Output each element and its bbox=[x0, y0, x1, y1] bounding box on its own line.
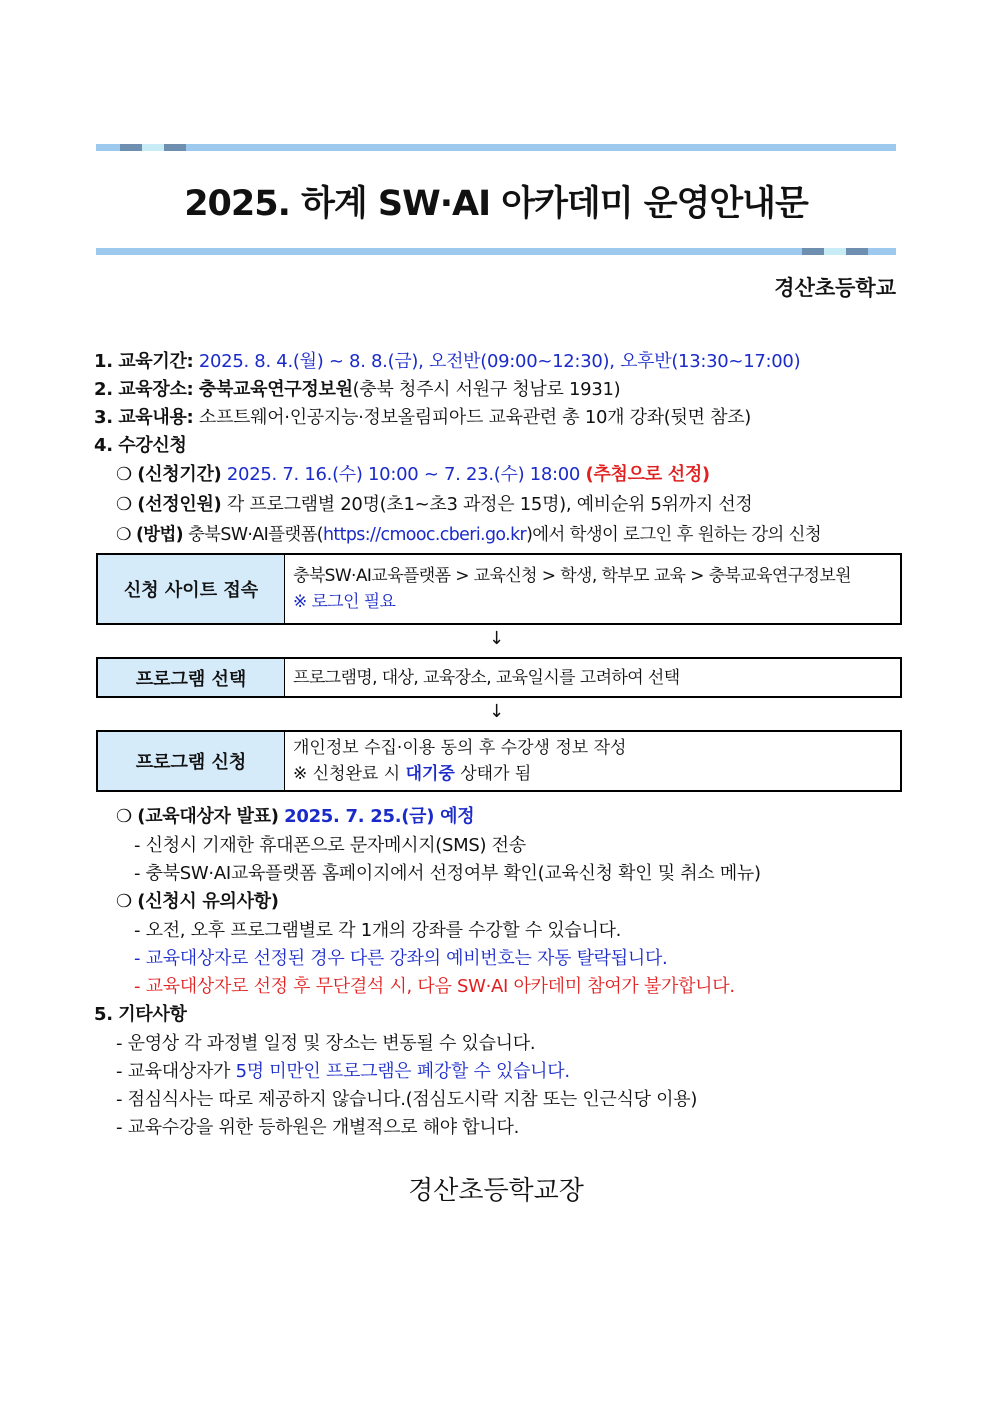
etc-4: - 교육수강을 위한 등하원은 개별적으로 해야 합니다. bbox=[116, 1117, 519, 1138]
period-value: 2025. 8. 4.(월) ~ 8. 8.(금), 오전반(09:00~12:30), 오후반(13:30~17:00) bbox=[198, 351, 801, 372]
apply-period: ❍ (신청기간) 2025. 7. 16.(수) 10:00 ~ 7. 23.(수) 18:00 (추첨으로 선정) bbox=[116, 464, 710, 485]
bullet-icon: ❍ bbox=[116, 806, 132, 827]
item-apply: 4. 수강신청 bbox=[94, 435, 187, 456]
etc-1: - 운영상 각 과정별 일정 및 장소는 변동될 수 있습니다. bbox=[116, 1033, 536, 1054]
bullet-icon: ❍ bbox=[116, 525, 131, 545]
item-content: 3. 교육내용: 소프트웨어·인공지능·정보올림피아드 교육관련 총 10개 강좌(뒷면 참조) bbox=[94, 407, 752, 428]
step-apply-label: 프로그램 신청 bbox=[98, 732, 285, 790]
etc-2: - 교육대상자가 5명 미만인 프로그램은 폐강할 수 있습니다. bbox=[116, 1061, 570, 1082]
top-bar-accent-2 bbox=[142, 144, 164, 151]
arrow-down-icon: ↓ bbox=[489, 701, 505, 722]
apply-method: ❍ (방법) 충북SW·AI플랫폼(https://cmooc.cberi.go.kr)에서 학생이 로그인 후 원하는 강의 신청 bbox=[116, 525, 822, 545]
announce-sub1: - 신청시 기재한 휴대폰으로 문자메시지(SMS) 전송 bbox=[134, 835, 526, 856]
item-period: 1. 교육기간: 2025. 8. 4.(월) ~ 8. 8.(금), 오전반(09:00~12:30), 오후반(13:30~17:00) bbox=[94, 351, 801, 372]
school-name: 경산초등학교 bbox=[774, 276, 896, 300]
bottom-bar-accent-1 bbox=[802, 248, 824, 255]
note-3: - 교육대상자로 선정 후 무단결석 시, 다음 SW·AI 아카데미 참여가 불가합니다. bbox=[134, 976, 735, 997]
arrow-down-icon: ↓ bbox=[489, 628, 505, 649]
top-bar-accent-1 bbox=[120, 144, 142, 151]
step-apply: 프로그램 신청 개인정보 수집·이용 동의 후 수강생 정보 작성 ※ 신청완료 시 대기중 상태가 됨 bbox=[96, 730, 902, 792]
announce: ❍ (교육대상자 발표) 2025. 7. 25.(금) 예정 bbox=[116, 806, 475, 827]
place-name: 충북교육연구정보원 bbox=[198, 379, 353, 400]
bullet-icon: ❍ bbox=[116, 464, 132, 485]
item-etc: 5. 기타사항 bbox=[94, 1004, 187, 1025]
platform-link[interactable]: https://cmooc.cberi.go.kr bbox=[322, 525, 527, 545]
bottom-bar-accent-3 bbox=[846, 248, 868, 255]
note-1: - 오전, 오후 프로그램별로 각 1개의 강좌를 수강할 수 있습니다. bbox=[134, 920, 622, 941]
item-place: 2. 교육장소: 충북교육연구정보원(충북 청주시 서원구 청남로 1931) bbox=[94, 379, 621, 400]
top-bar bbox=[96, 144, 896, 151]
bullet-icon: ❍ bbox=[116, 494, 132, 515]
top-bar-accent-3 bbox=[164, 144, 186, 151]
step-site: 신청 사이트 접속 충북SW·AI교육플랫폼 > 교육신청 > 학생, 학부모 교육 > 충북교육연구정보원 ※ 로그인 필요 bbox=[96, 553, 902, 625]
step-select: 프로그램 선택 프로그램명, 대상, 교육장소, 교육일시를 고려하여 선택 bbox=[96, 657, 902, 698]
bottom-bar-accent-2 bbox=[824, 248, 846, 255]
page-title: 2025. 하계 SW·AI 아카데미 운영안내문 bbox=[184, 184, 808, 224]
step-site-label: 신청 사이트 접속 bbox=[98, 555, 285, 623]
notes: ❍ (신청시 유의사항) bbox=[116, 891, 279, 912]
etc-3: - 점심식사는 따로 제공하지 않습니다.(점심도시락 지참 또는 인근식당 이용) bbox=[116, 1089, 698, 1110]
signature: 경산초등학교장 bbox=[408, 1176, 584, 1206]
note-2: - 교육대상자로 선정된 경우 다른 강좌의 예비번호는 자동 탈락됩니다. bbox=[134, 948, 668, 969]
bullet-icon: ❍ bbox=[116, 891, 132, 912]
step-select-label: 프로그램 선택 bbox=[98, 659, 285, 696]
title-bottom-bar bbox=[96, 248, 896, 255]
apply-count: ❍ (선정인원) 각 프로그램별 20명(초1~초3 과정은 15명), 예비순위 5위까지 선정 bbox=[116, 494, 753, 515]
announce-sub2: - 충북SW·AI교육플랫폼 홈페이지에서 선정여부 확인(교육신청 확인 및 취소 메뉴) bbox=[134, 863, 761, 884]
